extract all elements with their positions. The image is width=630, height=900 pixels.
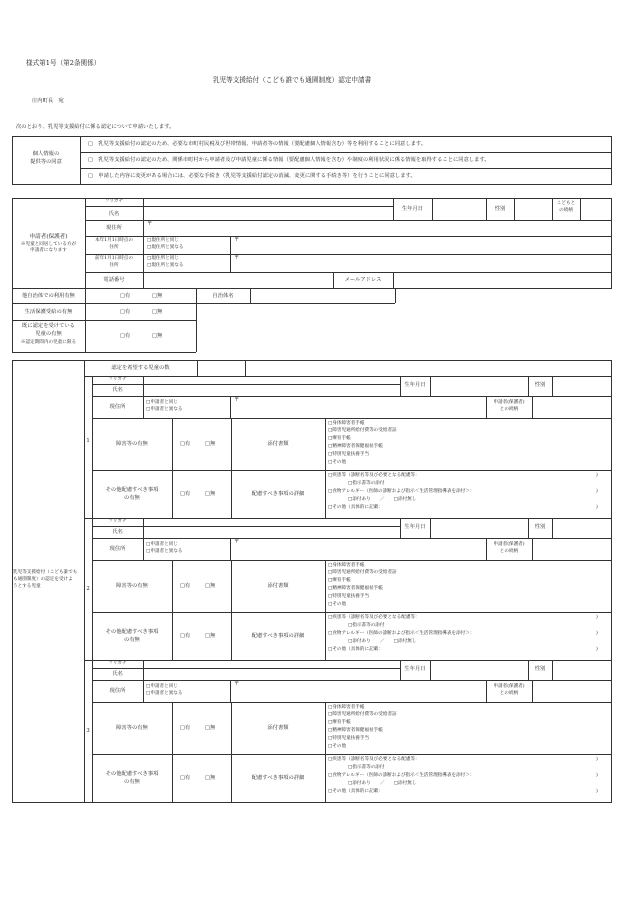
addr-jan1-diff-checkbox[interactable]: □現住所と異なる [147,245,184,250]
child-count-label: 認定を希望する児童の数 [111,365,170,371]
child-3-relation-label-2: との続柄 [499,691,519,696]
child-3-number: 3 [86,728,90,734]
child-2-documents-label: 添付書類 [267,583,289,589]
child-2-care-detail-label: 配慮すべき事項の詳細 [251,633,305,639]
other-cert-label-2: 児童の有無 [35,331,62,337]
form-number: 様式第1号（第2条関係） [26,59,101,67]
child-2-doc-4[interactable]: □精神障害者保健福祉手帳 [328,586,383,591]
child-2-paren-2: ) [596,631,598,636]
child-3-care-3[interactable]: □食物アレルギー（医師の診断および指示＜生活管理指導表を添付＞： [328,773,475,778]
applicant-relation-label-2: の続柄 [559,208,573,213]
consent-item-1[interactable]: □ 乳児等支援給付の認定のため、必要な市町村民税及び世帯情報、申請者等の情報（要配慮個人情報含む）等を利用することに同意します。 [88,141,427,147]
applicant-furigana-label: フリガナ [104,199,124,204]
child-1-doc-6[interactable]: □その他 [328,460,347,465]
child-3-doc-6[interactable]: □その他 [328,744,347,749]
applicant-label: 申請者(保護者) [29,234,68,240]
child-1-address-label: 現住所 [109,404,126,410]
child-2-care-5[interactable]: □その他（具体的に記載： [328,647,383,652]
child-1-name-label: 氏名 [112,387,123,393]
child-3-care-detail-label: 配慮すべき事項の詳細 [251,775,305,781]
child-3-address-label: 現住所 [109,688,126,694]
child-1-paren-2: ) [596,489,598,494]
child-1-other-care-label-2: の有無 [124,495,140,501]
child-3-care-no[interactable]: □無 [205,775,216,781]
child-2-doc-5[interactable]: □特別児童扶養手当 [328,594,370,599]
child-2 [0,518,630,660]
child-count-field[interactable] [197,361,245,375]
child-3-diff-checkbox[interactable]: □申請者と異なる [146,691,183,696]
child-2-doc-2[interactable]: □障害児通所給付費等の受給者証 [328,570,397,575]
consent-item-3[interactable]: □ 申請した内容に変更がある場合には、必要な手続き（乳児等支援給付認定の消滅、変更に関する手続き等）を行うことに同意します。 [88,173,416,179]
addr-jan1-postal-mark: 〒 [234,237,240,243]
child-2-furigana-label: フリガナ [108,519,127,524]
addr-jan1-label: 本年1月1日時点の [94,238,133,243]
applicant-address-label: 現住所 [106,225,122,231]
child-3-same-checkbox[interactable]: □申請者と同じ [146,684,178,689]
child-3-disability-no[interactable]: □無 [205,725,216,731]
child-2-relation-label-2: との続柄 [499,549,519,554]
child-1-disability-label: 障害等の有無 [116,441,148,447]
child-2-diff-checkbox[interactable]: □申請者と異なる [146,549,183,554]
child-3-paren-2: ) [596,773,598,778]
applicant-note: ※児童と同居している方が [20,242,77,247]
addressee: 庄内町長 宛 [32,98,64,104]
child-3-birth-label: 生年月日 [404,666,426,672]
child-1-disability-no[interactable]: □無 [205,441,216,447]
child-3-furigana-label: フリガナ [108,661,127,666]
other-cert-no[interactable]: □無 [152,333,163,339]
child-1-care-1[interactable]: □疾患等（診断名等及び必要となる配慮等： [328,473,420,478]
child-1-same-checkbox[interactable]: □申請者と同じ [146,400,178,405]
child-1-care-3[interactable]: □食物アレルギー（医師の診断および指示＜生活管理指導表を添付＞： [328,489,475,494]
intro-text: 次のとおり、乳児等支援給付に係る認定について申請いたします。 [16,124,175,130]
child-2-other-care-label: その他配慮すべき事項 [105,629,159,635]
child-3-doc-4[interactable]: □精神障害者保健福祉手帳 [328,728,383,733]
child-2-care-4[interactable]: □添付あり ／ □添付無し [348,639,417,644]
child-3-care-yes[interactable]: □有 [180,775,191,781]
child-2-care-1[interactable]: □疾患等（診断名等及び必要となる配慮等： [328,615,420,620]
children-side-label-2: も通園制度）の認定を受けよ [13,577,73,582]
consent-label: 個人情報の [32,151,60,157]
addr-prev-label-2: 住所 [109,263,119,268]
addr-prev-same-checkbox[interactable]: □現住所と同じ [147,256,179,261]
other-cert-note: ※認定期間内の児童に限る [20,340,77,345]
child-1-relation-label: 申請者(保護者) [493,400,525,405]
child-1-diff-checkbox[interactable]: □申請者と異なる [146,407,183,412]
children-side-label: 乳児等支援給付（こども誰でも [13,570,78,575]
child-1-gender-label: 性別 [534,382,546,388]
child-1-doc-3[interactable]: □療育手帳 [328,436,351,441]
child-2-other-care-label-2: の有無 [124,637,140,643]
child-2-disability-yes[interactable]: □有 [180,583,191,589]
child-2-doc-6[interactable]: □その他 [328,602,347,607]
addr-prev-postal-mark: 〒 [234,255,240,261]
child-2-care-no[interactable]: □無 [205,633,216,639]
child-1-birth-label: 生年月日 [404,382,426,388]
child-1-care-no[interactable]: □無 [205,491,216,497]
local-service-no[interactable]: □無 [152,293,163,299]
child-3-doc-2[interactable]: □障害児通所給付費等の受給者証 [328,712,397,717]
addr-jan1-label-2: 住所 [109,245,119,250]
applicant-name-field[interactable] [143,206,393,220]
applicant-name-label: 氏名 [108,211,120,217]
other-cert-label: 既に認定を受けている [22,323,75,329]
municipality-label: 自治体名 [212,293,234,299]
applicant-note-2: 申請者になります [30,248,67,253]
child-1-care-4[interactable]: □添付あり ／ □添付無し [348,497,417,502]
email-label: メールアドレス [344,277,382,283]
child-2-doc-3[interactable]: □療育手帳 [328,578,351,583]
applicant-birth-label: 生年月日 [401,206,424,212]
child-1-doc-4[interactable]: □精神障害者保健福祉手帳 [328,444,383,449]
child-3-other-care-label-2: の有無 [124,779,140,785]
child-2-number: 2 [86,586,90,592]
page-title: 乳児等支援給付（こども誰でも通園制度）認定申請書 [213,76,372,84]
consent-label-2: 提供等の同意 [30,159,62,165]
child-2-relation-label: 申請者(保護者) [493,542,525,547]
child-3-postal-mark: 〒 [234,681,240,687]
child-1-care-detail-label: 配慮すべき事項の詳細 [251,491,305,497]
child-3-other-care-label: その他配慮すべき事項 [105,771,159,777]
applicant-gender-label: 性別 [494,206,506,212]
child-1 [0,376,630,518]
child-3-care-2[interactable]: □指示書等の添付 [348,765,385,770]
child-2-doc-1[interactable]: □身体障害者手帳 [328,563,365,568]
child-2-paren-1: ) [596,615,598,620]
child-2-disability-no[interactable]: □無 [205,583,216,589]
child-1-doc-2[interactable]: □障害児通所給付費等の受給者証 [328,428,397,433]
child-3-documents-label: 添付書類 [267,725,289,731]
child-1-other-care-label: その他配慮すべき事項 [105,487,159,493]
phone-label: 電話番号 [103,277,125,283]
child-1-care-5[interactable]: □その他（具体的に記載： [328,505,383,510]
child-2-care-2[interactable]: □指示書等の添付 [348,623,385,628]
child-2-same-checkbox[interactable]: □申請者と同じ [146,542,178,547]
child-3-paren-3: ) [596,789,598,794]
child-1-paren-1: ) [596,473,598,478]
local-service-yes[interactable]: □有 [120,293,131,299]
child-1-care-yes[interactable]: □有 [180,491,191,497]
child-1-number: 1 [86,438,90,444]
applicant-postal-mark: 〒 [147,221,153,227]
welfare-yes[interactable]: □有 [120,309,131,315]
child-3-care-5[interactable]: □その他（具体的に記載： [328,789,383,794]
child-3-doc-5[interactable]: □特別児童扶養手当 [328,736,370,741]
child-1-care-2[interactable]: □指示書等の添付 [348,481,385,486]
child-2-name-label: 氏名 [112,529,123,535]
child-3-disability-yes[interactable]: □有 [180,725,191,731]
child-3-care-1[interactable]: □疾患等（診断名等及び必要となる配慮等： [328,757,420,762]
local-service-label: 他自治体での利用有無 [22,293,75,299]
applicant-relation-label: こどもと [556,201,576,206]
child-1-paren-3: ) [596,505,598,510]
child-2-gender-label: 性別 [534,524,546,530]
child-2-paren-3: ) [596,647,598,652]
child-1-doc-5[interactable]: □特別児童扶養手当 [328,452,370,457]
child-1-doc-1[interactable]: □身体障害者手帳 [328,421,365,426]
addr-prev-label: 前年1月1日時点の [94,256,133,261]
child-2-postal-mark: 〒 [234,539,240,545]
welfare-no[interactable]: □無 [152,309,163,315]
child-3-name-label: 氏名 [112,671,123,677]
child-1-furigana-label: フリガナ [108,377,127,382]
addr-jan1-same-checkbox[interactable]: □現住所と同じ [147,238,179,243]
child-1-disability-yes[interactable]: □有 [180,441,191,447]
child-3-relation-label: 申請者(保護者) [493,684,525,689]
child-2-care-yes[interactable]: □有 [180,633,191,639]
welfare-label: 生活保護受給の有無 [24,309,73,315]
child-3-care-4[interactable]: □添付あり ／ □添付無し [348,781,417,786]
child-3-doc-3[interactable]: □療育手帳 [328,720,351,725]
child-1-relation-label-2: との続柄 [499,407,519,412]
other-cert-yes[interactable]: □有 [120,333,131,339]
child-3-gender-label: 性別 [534,666,546,672]
child-3 [0,660,630,802]
consent-item-2[interactable]: □ 乳児等支援給付の認定のため、関係市町村から申請者及び申請児童に係る情報（要配慮個人情報を含む）や制度の利用状況に係る情報を取得することに同意します。 [88,157,490,163]
child-3-doc-1[interactable]: □身体障害者手帳 [328,705,365,710]
child-2-address-label: 現住所 [109,546,126,552]
children-side-label-3: うとする児童 [13,584,41,589]
child-3-disability-label: 障害等の有無 [116,725,148,731]
child-1-postal-mark: 〒 [234,397,240,403]
child-3-paren-1: ) [596,757,598,762]
child-2-care-3[interactable]: □食物アレルギー（医師の診断および指示＜生活管理指導表を添付＞： [328,631,475,636]
child-2-birth-label: 生年月日 [404,524,426,530]
addr-prev-diff-checkbox[interactable]: □現住所と異なる [147,263,184,268]
child-2-disability-label: 障害等の有無 [116,583,148,589]
child-1-documents-label: 添付書類 [267,441,289,447]
